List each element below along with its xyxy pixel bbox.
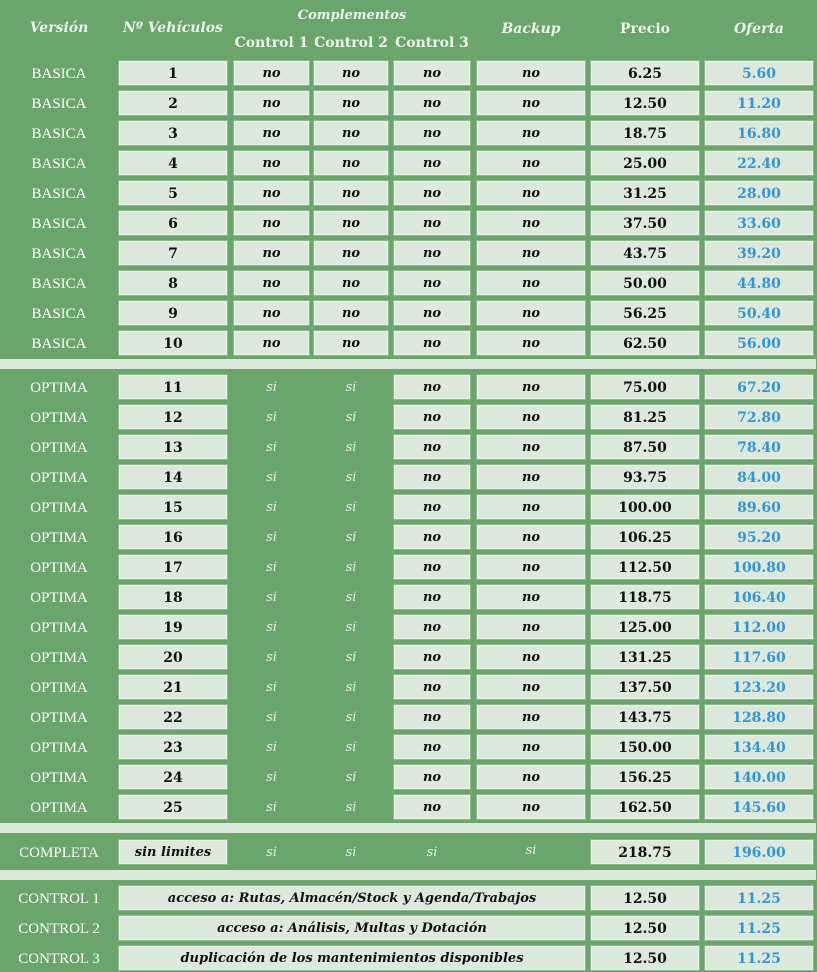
price-cell: 131.25 [590,644,700,670]
complement-c1-cell: si [266,620,277,635]
version-cell: OPTIMA [30,620,88,636]
complement-c3-cell: no [393,464,471,490]
offer-cell: 28.00 [704,180,814,206]
backup-cell: no [476,434,586,460]
price-cell: 12.50 [590,885,700,911]
price-cell: 218.75 [590,839,700,865]
table-row [0,553,816,583]
vehicles-cell: sin limites [118,839,228,865]
section-divider [0,823,816,833]
price-cell: 12.50 [590,90,700,116]
complement-c3-cell: no [393,794,471,820]
vehicles-cell: 8 [118,270,228,296]
complement-c3-cell: no [393,150,471,176]
backup-cell: no [476,494,586,520]
complement-c2-cell: no [313,330,389,356]
vehicles-cell: 16 [118,524,228,550]
version-cell: OPTIMA [30,680,88,696]
complement-c2-cell: si [345,800,357,815]
vehicles-cell: 6 [118,210,228,236]
complement-c3-cell: no [393,270,471,296]
price-cell: 118.75 [590,584,700,610]
complement-c1-cell: no [233,330,310,356]
complement-c2-cell: si [345,680,357,695]
complement-c1-cell: si [266,740,277,755]
table-row-control [0,884,816,914]
price-cell: 112.50 [590,554,700,580]
table-row [0,763,816,793]
complement-c1-cell: no [233,270,310,296]
backup-cell: no [476,240,586,266]
complement-c1-cell: si [266,680,277,695]
backup-cell: si [525,843,537,858]
offer-cell: 145.60 [704,794,814,820]
offer-cell: 196.00 [704,839,814,865]
description-cell: duplicación de los mantenimientos disponibles [118,945,586,971]
complement-c2-cell: si [345,530,357,545]
version-cell: OPTIMA [30,590,88,606]
complement-c2-cell: no [313,300,389,326]
vehicles-cell: 17 [118,554,228,580]
vehicles-cell: 4 [118,150,228,176]
offer-cell: 50.40 [704,300,814,326]
price-cell: 75.00 [590,374,700,400]
table-row [0,643,816,673]
section-divider [0,870,816,880]
backup-cell: no [476,374,586,400]
complement-c3-cell: no [393,584,471,610]
table-row [0,179,816,209]
offer-cell: 84.00 [704,464,814,490]
complement-c1-cell: si [266,590,277,605]
version-cell: OPTIMA [30,470,88,486]
complement-c1-cell: si [266,380,277,395]
complement-c1-cell: no [233,210,310,236]
offer-cell: 11.25 [704,915,814,941]
complement-c2-cell: no [313,150,389,176]
backup-cell: no [476,464,586,490]
complement-c3-cell: no [393,494,471,520]
complement-c1-cell: no [233,60,310,86]
vehicles-cell: 5 [118,180,228,206]
table-row [0,673,816,703]
complement-c2-cell: no [313,90,389,116]
table-row [0,463,816,493]
complement-c1-cell: si [266,440,277,455]
complement-c2-cell: si [345,560,357,575]
offer-cell: 100.80 [704,554,814,580]
vehicles-cell: 25 [118,794,228,820]
backup-cell: no [476,644,586,670]
vehicles-cell: 23 [118,734,228,760]
offer-cell: 134.40 [704,734,814,760]
section-divider [0,359,816,369]
complement-c2-cell: si [345,590,357,605]
price-cell: 156.25 [590,764,700,790]
header-offer: Oferta [733,21,785,37]
table-row [0,703,816,733]
price-cell: 162.50 [590,794,700,820]
backup-cell: no [476,330,586,356]
version-cell: BASICA [31,336,87,352]
backup-cell: no [476,150,586,176]
price-cell: 12.50 [590,945,700,971]
offer-cell: 11.20 [704,90,814,116]
version-cell: BASICA [31,306,87,322]
complement-c1-cell: si [266,845,277,860]
version-cell: OPTIMA [30,500,88,516]
offer-cell: 123.20 [704,674,814,700]
header-control3: Control 3 [395,35,469,51]
version-cell: CONTROL 1 [18,891,100,907]
complement-c2-cell: no [313,60,389,86]
offer-cell: 140.00 [704,764,814,790]
complement-c2-cell: no [313,210,389,236]
version-cell: OPTIMA [30,740,88,756]
complement-c3-cell: no [393,404,471,430]
complement-c1-cell: no [233,120,310,146]
complement-c1-cell: no [233,180,310,206]
vehicles-cell: 13 [118,434,228,460]
backup-cell: no [476,584,586,610]
offer-cell: 39.20 [704,240,814,266]
complement-c1-cell: no [233,150,310,176]
table-row [0,733,816,763]
complement-c3-cell: no [393,210,471,236]
complement-c3-cell: no [393,524,471,550]
header-complements: Complementos [297,8,407,23]
vehicles-cell: 22 [118,704,228,730]
version-cell: OPTIMA [30,530,88,546]
complement-c2-cell: si [345,845,357,860]
offer-cell: 11.25 [704,945,814,971]
complement-c3-cell: no [393,704,471,730]
complement-c3-cell: no [393,674,471,700]
price-cell: 81.25 [590,404,700,430]
backup-cell: no [476,404,586,430]
offer-cell: 11.25 [704,885,814,911]
table-row [0,403,816,433]
offer-cell: 44.80 [704,270,814,296]
vehicles-cell: 2 [118,90,228,116]
offer-cell: 5.60 [704,60,814,86]
vehicles-cell: 18 [118,584,228,610]
header-control1: Control 1 [234,35,309,51]
offer-cell: 56.00 [704,330,814,356]
table-row [0,299,816,329]
version-cell: BASICA [31,246,87,262]
offer-cell: 33.60 [704,210,814,236]
table-row-control [0,944,816,972]
price-cell: 125.00 [590,614,700,640]
price-cell: 43.75 [590,240,700,266]
complement-c3-cell: no [393,434,471,460]
offer-cell: 106.40 [704,584,814,610]
backup-cell: no [476,210,586,236]
complement-c2-cell: si [345,710,357,725]
vehicles-cell: 24 [118,764,228,790]
offer-cell: 128.80 [704,704,814,730]
vehicles-cell: 20 [118,644,228,670]
vehicles-cell: 9 [118,300,228,326]
offer-cell: 67.20 [704,374,814,400]
backup-cell: no [476,614,586,640]
complement-c1-cell: si [266,800,277,815]
offer-cell: 117.60 [704,644,814,670]
table-row [0,59,816,89]
price-cell: 137.50 [590,674,700,700]
table-row [0,373,816,403]
backup-cell: no [476,180,586,206]
complement-c1-cell: si [266,530,277,545]
complement-c1-cell: no [233,240,310,266]
table-row [0,433,816,463]
complement-c3-cell: no [393,120,471,146]
backup-cell: no [476,704,586,730]
version-cell: OPTIMA [30,710,88,726]
table-row [0,523,816,553]
backup-cell: no [476,554,586,580]
price-cell: 100.00 [590,494,700,520]
vehicles-cell: 1 [118,60,228,86]
complement-c1-cell: no [233,90,310,116]
version-cell: OPTIMA [30,440,88,456]
backup-cell: no [476,90,586,116]
version-cell: BASICA [31,156,87,172]
vehicles-cell: 11 [118,374,228,400]
complement-c3-cell: no [393,374,471,400]
backup-cell: no [476,794,586,820]
complement-c1-cell: si [266,710,277,725]
complement-c3-cell: no [393,300,471,326]
table-header [0,0,816,58]
complement-c3-cell: no [393,180,471,206]
complement-c2-cell: no [313,240,389,266]
header-backup: Backup [501,21,561,37]
complement-c3-cell: no [393,90,471,116]
complement-c1-cell: si [266,770,277,785]
version-cell: OPTIMA [30,560,88,576]
backup-cell: no [476,120,586,146]
price-cell: 143.75 [590,704,700,730]
complement-c1-cell: no [233,300,310,326]
complement-c2-cell: si [345,470,357,485]
price-cell: 50.00 [590,270,700,296]
complement-c2-cell: no [313,270,389,296]
complement-c3-cell: no [393,60,471,86]
header-vehicles: Nº Vehículos [123,20,223,36]
complement-c2-cell: si [345,620,357,635]
table-row [0,583,816,613]
price-cell: 106.25 [590,524,700,550]
version-cell: BASICA [31,186,87,202]
vehicles-cell: 21 [118,674,228,700]
complement-c3-cell: no [393,240,471,266]
complement-c2-cell: si [345,770,357,785]
vehicles-cell: 10 [118,330,228,356]
description-cell: acceso a: Análisis, Multas y Dotación [118,915,586,941]
complement-c2-cell: si [345,440,357,455]
version-cell: BASICA [31,126,87,142]
table-row [0,793,816,823]
version-cell: OPTIMA [30,380,88,396]
table-row [0,239,816,269]
version-cell: BASICA [31,96,87,112]
backup-cell: no [476,270,586,296]
complement-c2-cell: si [345,410,357,425]
version-cell: COMPLETA [19,845,99,861]
price-cell: 6.25 [590,60,700,86]
table-row [0,329,816,359]
price-cell: 37.50 [590,210,700,236]
version-cell: OPTIMA [30,770,88,786]
version-cell: BASICA [31,276,87,292]
complement-c1-cell: si [266,650,277,665]
price-cell: 18.75 [590,120,700,146]
price-cell: 62.50 [590,330,700,356]
table-row-completa [0,836,816,870]
complement-c3-cell: si [426,845,438,860]
version-cell: CONTROL 2 [18,921,100,937]
table-row [0,493,816,523]
table-row [0,119,816,149]
complement-c2-cell: no [313,120,389,146]
header-price: Precio [620,21,670,37]
backup-cell: no [476,764,586,790]
table-row [0,149,816,179]
complement-c2-cell: si [345,740,357,755]
price-cell: 87.50 [590,434,700,460]
backup-cell: no [476,300,586,326]
backup-cell: no [476,674,586,700]
vehicles-cell: 15 [118,494,228,520]
version-cell: OPTIMA [30,650,88,666]
backup-cell: no [476,734,586,760]
version-cell: OPTIMA [30,410,88,426]
complement-c3-cell: no [393,644,471,670]
version-cell: BASICA [31,216,87,232]
price-cell: 93.75 [590,464,700,490]
version-cell: CONTROL 3 [18,951,100,967]
price-cell: 31.25 [590,180,700,206]
offer-cell: 78.40 [704,434,814,460]
complement-c3-cell: no [393,330,471,356]
table-row [0,89,816,119]
complement-c3-cell: no [393,734,471,760]
table-row [0,269,816,299]
vehicles-cell: 19 [118,614,228,640]
price-cell: 25.00 [590,150,700,176]
table-row-control [0,914,816,944]
complement-c2-cell: si [345,500,357,515]
complement-c3-cell: no [393,614,471,640]
table-row [0,209,816,239]
complement-c3-cell: no [393,554,471,580]
version-cell: OPTIMA [30,800,88,816]
price-cell: 56.25 [590,300,700,326]
price-cell: 12.50 [590,915,700,941]
offer-cell: 89.60 [704,494,814,520]
complement-c1-cell: si [266,470,277,485]
vehicles-cell: 12 [118,404,228,430]
complement-c3-cell: no [393,764,471,790]
complement-c2-cell: si [345,380,357,395]
backup-cell: no [476,60,586,86]
vehicles-cell: 7 [118,240,228,266]
header-control2: Control 2 [314,35,388,51]
offer-cell: 22.40 [704,150,814,176]
offer-cell: 72.80 [704,404,814,430]
complement-c1-cell: si [266,410,277,425]
version-cell: BASICA [31,66,87,82]
complement-c1-cell: si [266,500,277,515]
price-cell: 150.00 [590,734,700,760]
complement-c2-cell: no [313,180,389,206]
table-row [0,613,816,643]
vehicles-cell: 3 [118,120,228,146]
offer-cell: 112.00 [704,614,814,640]
header-version: Versión [29,20,89,36]
complement-c1-cell: si [266,560,277,575]
backup-cell: no [476,524,586,550]
offer-cell: 95.20 [704,524,814,550]
description-cell: acceso a: Rutas, Almacén/Stock y Agenda/Trabajos [118,885,586,911]
offer-cell: 16.80 [704,120,814,146]
complement-c2-cell: si [345,650,357,665]
vehicles-cell: 14 [118,464,228,490]
